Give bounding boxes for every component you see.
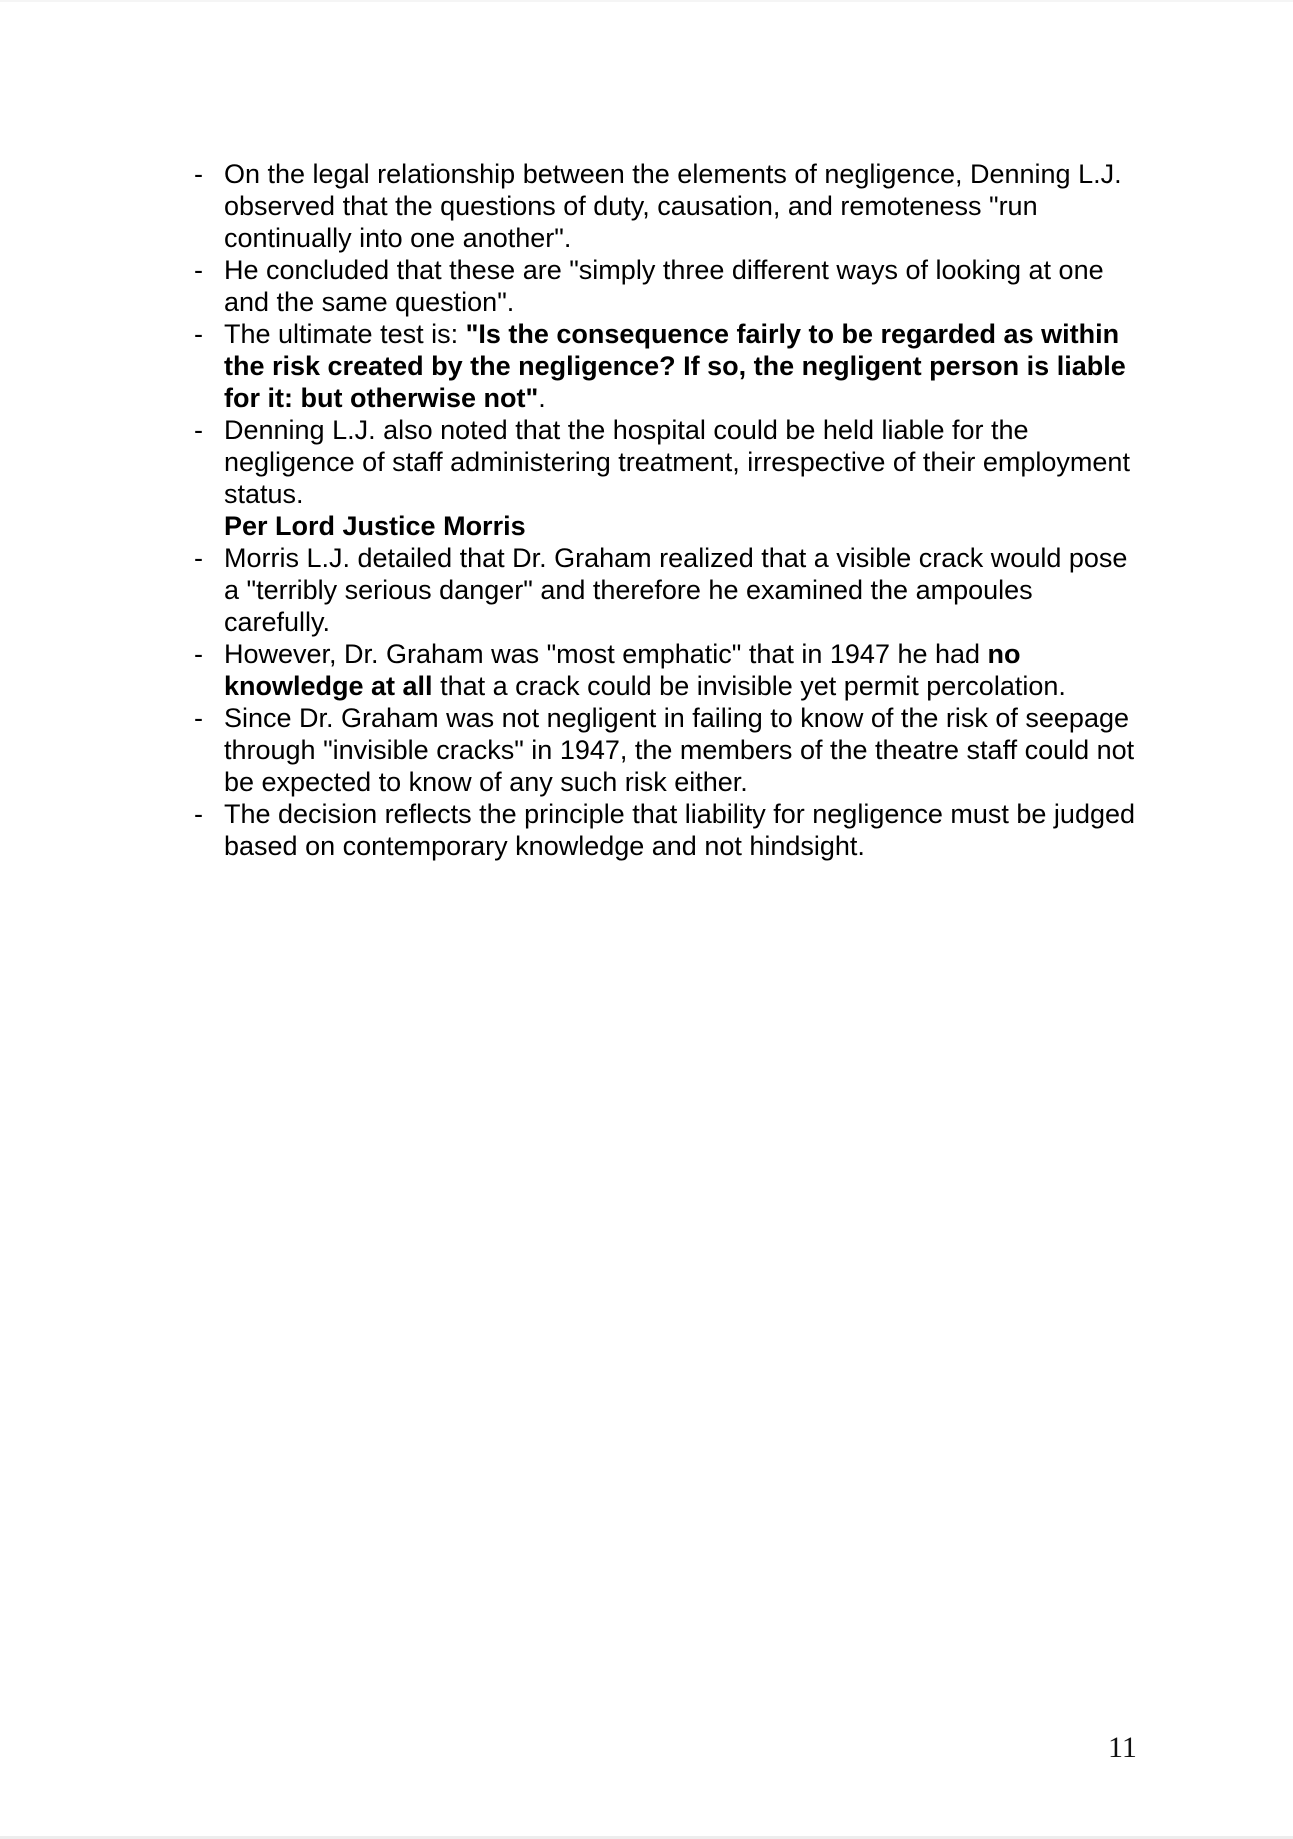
text-segment: Denning L.J. also noted that the hospital could be held liable for the negligence of staff administering treatment, irrespective of their employment status. <box>224 415 1130 509</box>
bullet-dash: - <box>194 159 203 189</box>
bold-text-segment: no knowledge at all <box>224 639 1021 701</box>
bullet-dash: - <box>194 639 203 669</box>
text-segment: However, Dr. Graham was "most emphatic" that in 1947 he had <box>224 639 988 669</box>
page-number: 11 <box>1108 1731 1137 1764</box>
item-text <box>224 319 1126 413</box>
bullet-dash: - <box>194 415 203 445</box>
bullet-item <box>192 414 1140 510</box>
bullet-dash: - <box>194 319 203 349</box>
text-segment: Since Dr. Graham was not negligent in failing to know of the risk of seepage through "invisible cracks" in 1947, the members of the theatre staff could not be expected to know of any such risk either. <box>224 703 1135 797</box>
item-text <box>224 799 1135 861</box>
item-text <box>224 703 1134 797</box>
bullet-dash: - <box>194 799 203 829</box>
bold-text-segment: Per Lord Justice Morris <box>224 511 526 541</box>
bullet-dash: - <box>194 703 203 733</box>
bullet-item <box>192 254 1140 318</box>
bullet-item <box>192 542 1140 638</box>
item-text <box>224 415 1130 509</box>
bullet-dash: - <box>194 543 203 573</box>
item-text <box>224 511 526 541</box>
bullet-item <box>192 638 1140 702</box>
bullet-dash: - <box>194 255 203 285</box>
section-heading <box>192 510 1140 542</box>
bullet-item <box>192 158 1140 254</box>
bullet-item <box>192 318 1140 414</box>
text-segment: The ultimate test is: <box>224 319 466 349</box>
text-segment: On the legal relationship between the elements of negligence, Denning L.J. observed that the questions of duty, causation, and remoteness "run continually into one another". <box>224 159 1122 253</box>
text-segment: . <box>538 383 546 413</box>
text-segment: that a crack could be invisible yet permit percolation. <box>432 671 1066 701</box>
bold-text-segment: "Is the consequence fairly to be regarded as within the risk created by the negligence? If so, the negligent person is liable for it: but otherwise not" <box>224 319 1126 413</box>
item-text <box>224 255 1104 317</box>
item-text <box>224 543 1127 637</box>
item-text <box>224 159 1122 253</box>
item-text <box>224 639 1066 701</box>
notes-text-block <box>192 158 1140 862</box>
bullet-item <box>192 798 1140 862</box>
text-segment: He concluded that these are "simply three different ways of looking at one and the same question". <box>224 255 1104 317</box>
bullet-item <box>192 702 1140 798</box>
text-segment: The decision reflects the principle that liability for negligence must be judged based on contemporary knowledge and not hindsight. <box>224 799 1136 861</box>
text-segment: Morris L.J. detailed that Dr. Graham realized that a visible crack would pose a "terribly serious danger" and therefore he examined the ampoules carefully. <box>224 543 1128 637</box>
